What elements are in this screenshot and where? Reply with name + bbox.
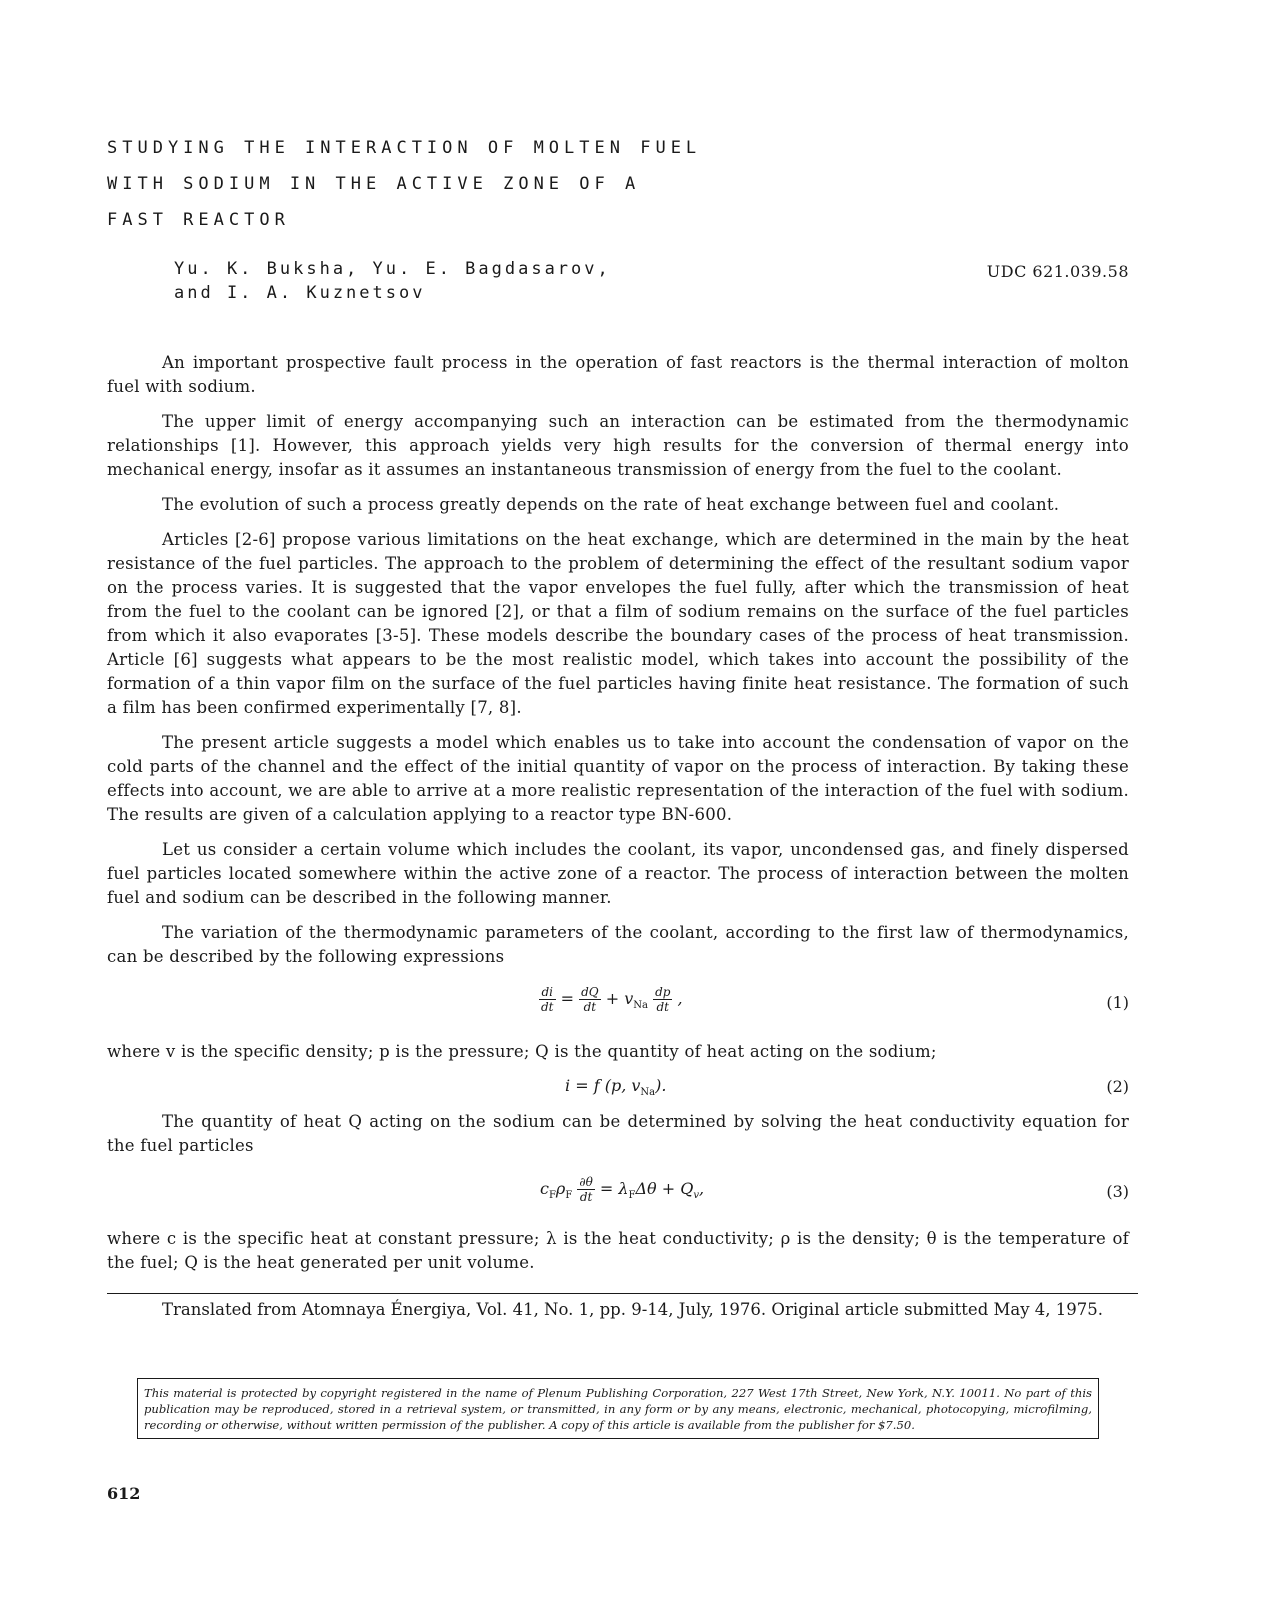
authors-line-2: and I. A. Kuznetsov: [174, 283, 426, 303]
title-line-3: FAST REACTOR: [107, 210, 290, 230]
fraction: $\frac{dp}{dt}$: [655, 985, 671, 1014]
body-text-2: [107, 1040, 1129, 1064]
equation-2: i = f (p, $v_{Na}$).: [565, 1076, 667, 1099]
paragraph: Let us consider a certain volume which includes the coolant, its vapor, uncondensed gas, and finely dispersed fuel particles located somewhere within the active zone of a reactor. The process of interaction between the molten fuel and sodium can be described in the following manner.: [107, 840, 1129, 907]
paragraph: The quantity of heat Q acting on the sodium can be determined by solving the heat conductivity equation for the fuel particles: [107, 1112, 1129, 1155]
equation-1: $\frac{di}{dt}$ = $\frac{dQ}{dt}$ + $v_{Na}$ $\frac{dp}{dt}$ ,: [541, 985, 683, 1014]
authors-line-1: Yu. K. Buksha, Yu. E. Bagdasarov,: [174, 259, 611, 279]
page-number: 612: [107, 1484, 141, 1503]
footnote-rule: [107, 1293, 1138, 1294]
body-text-4: [107, 1227, 1129, 1275]
equation-number-3: (3): [1106, 1182, 1129, 1201]
body-text-1: [107, 351, 1129, 969]
fraction: $\frac{di}{dt}$: [541, 985, 554, 1014]
paragraph: The variation of the thermodynamic parameters of the coolant, according to the first law of thermodynamics, can be described by the following expressions: [107, 923, 1129, 966]
paragraph: The upper limit of energy accompanying such an interaction can be estimated from the thermodynamic relationships [1]. However, this approach yields very high results for the conversion of thermal energy into mechanical energy, insofar as it assumes an instantaneous transmission of energy from the fuel to the coolant.: [107, 412, 1129, 479]
paragraph: Articles [2-6] propose various limitations on the heat exchange, which are determined in the main by the heat resistance of the fuel particles. The approach to the problem of determining the effect of the resultant sodium vapor on the process varies. It is suggested that the vapor envelopes the fuel fully, after which the transmission of heat from the fuel to the coolant can be ignored [2], or that a film of sodium remains on the surface of the fuel particles from which it also evaporates [3-5]. These models describe the boundary cases of the process of heat transmission. Article [6] suggests what appears to be the most realistic model, which takes into account the possibility of the formation of a thin vapor film on the surface of the fuel particles having finite heat resistance. The formation of such a film has been confirmed experimentally [7, 8].: [107, 530, 1129, 717]
udc-code: UDC 621.039.58: [986, 262, 1129, 281]
title-line-2: WITH SODIUM IN THE ACTIVE ZONE OF A: [107, 174, 641, 194]
equation-3: $c_F\rho_F$ $\frac{\partial\theta}{dt}$ = $\lambda_F\Delta\theta + Q_v$,: [540, 1175, 705, 1204]
fraction: $\frac{dQ}{dt}$: [581, 985, 599, 1014]
paragraph: The evolution of such a process greatly depends on the rate of heat exchange between fuel and coolant.: [162, 495, 1060, 514]
fraction: $\frac{\partial\theta}{dt}$: [579, 1175, 593, 1204]
paragraph: where c is the specific heat at constant pressure; λ is the heat conductivity; ρ is the density; θ is the temperature of the fuel; Q is the heat generated per unit volume.: [107, 1229, 1129, 1272]
translation-footnote: Translated from Atomnaya Énergiya, Vol. 41, No. 1, pp. 9-14, July, 1976. Original article submitted May 4, 1975.: [162, 1300, 1104, 1319]
paragraph: The present article suggests a model which enables us to take into account the condensation of vapor on the cold parts of the channel and the effect of the initial quantity of vapor on the process of interaction. By taking these effects into account, we are able to arrive at a more realistic representation of the interaction of the fuel with sodium. The results are given of a calculation applying to a reactor type BN-600.: [107, 733, 1129, 824]
copyright-notice: This material is protected by copyright registered in the name of Plenum Publishing Corporation, 227 West 17th Street, New York, N.Y. 10011. No part of this publication may be reproduced, stored in a retrieval system, or transmitted, in any form or by any means, electronic, mechanical, photocopying, microfilming, recording or otherwise, without written permission of the publisher. A copy of this article is available from the publisher for $7.50.: [137, 1378, 1099, 1439]
paragraph: An important prospective fault process in the operation of fast reactors is the thermal interaction of molton fuel with sodium.: [107, 353, 1129, 396]
equation-number-1: (1): [1106, 993, 1129, 1012]
body-text-3: [107, 1110, 1129, 1158]
paragraph: where v is the specific density; p is the pressure; Q is the quantity of heat acting on the sodium;: [107, 1042, 937, 1061]
equation-number-2: (2): [1106, 1077, 1129, 1096]
title-line-1: STUDYING THE INTERACTION OF MOLTEN FUEL: [107, 138, 702, 158]
